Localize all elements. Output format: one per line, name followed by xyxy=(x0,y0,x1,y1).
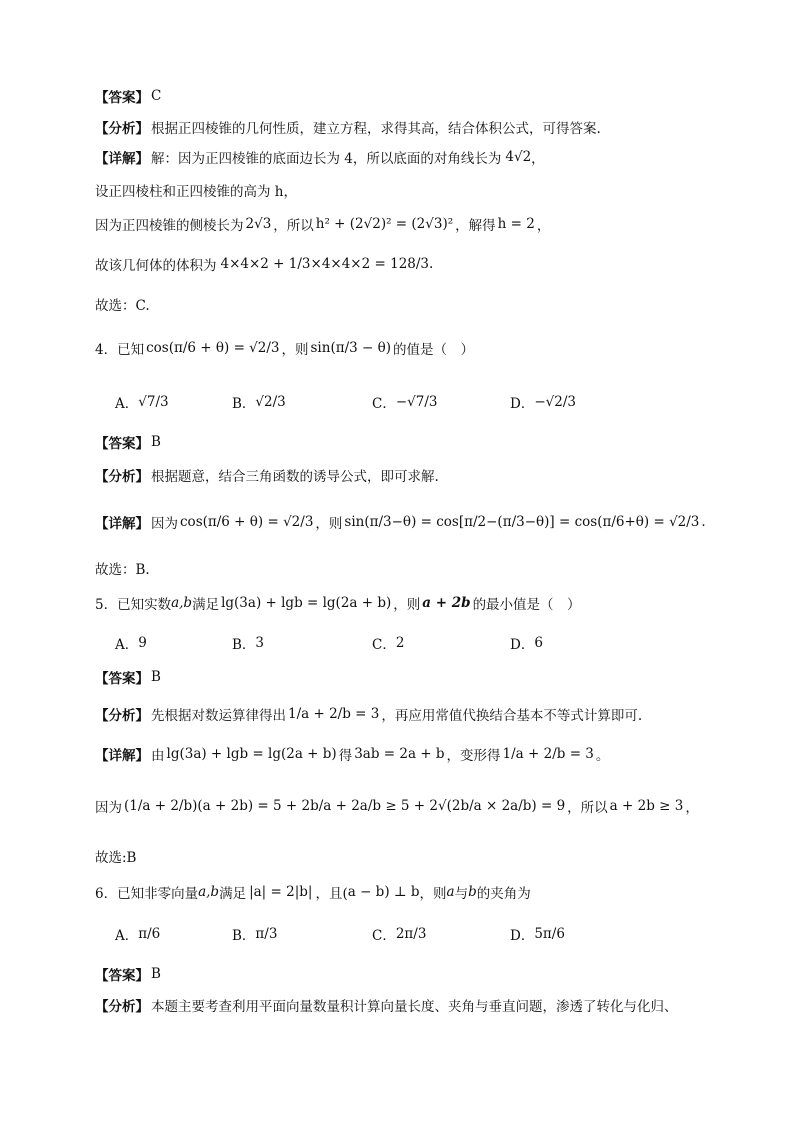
option-value: π/3 xyxy=(255,926,278,942)
stem-text: 满足 xyxy=(192,597,220,613)
question-number: 4． xyxy=(95,342,118,358)
volume-equation: 4×4×2 + 1/3×4×4×2 = 128/3 xyxy=(220,256,430,272)
q4-analysis-line xyxy=(95,465,439,485)
q3-analysis-line xyxy=(95,117,601,137)
option-value: 5π/6 xyxy=(534,926,565,942)
detail-tag: 【详解】 xyxy=(95,516,149,532)
detail-text: 设正四棱柱和正四棱锥的高为 h， xyxy=(95,184,297,200)
detail-equation: 3ab = 2a + b xyxy=(354,746,445,762)
stem-text: ，则 xyxy=(419,886,447,902)
analysis-tag: 【分析】 xyxy=(95,999,149,1015)
detail-equation: sin(π/3−θ) = cos[π/2−(π/3−θ)] = cos(π/6+θ) = √2/3 xyxy=(344,514,700,530)
q3-answer-line xyxy=(95,86,161,106)
analysis-text: 先根据对数运算律得出 xyxy=(151,708,286,724)
option-value: −√2/3 xyxy=(534,394,576,410)
answer-tag: 【答案】 xyxy=(95,436,149,452)
edge-value: 2√3 xyxy=(245,216,272,232)
result: a + 2b ≥ 3 xyxy=(609,798,684,814)
q3-detail-line-1: 【详解】 解：因为正四棱锥的底面边长为 4，所以底面的对角线长为 4√2 ， xyxy=(95,149,545,167)
conclusion-text: 故选：B. xyxy=(95,562,150,578)
q5-stem xyxy=(95,593,581,613)
stem-perpendicular: a − b) ⊥ b xyxy=(347,884,420,900)
q6-answer-line xyxy=(95,964,161,984)
detail-text: 因为正四棱锥的侧棱长为 xyxy=(95,218,244,234)
diagonal-value: 4√2 xyxy=(505,149,532,165)
analysis-tag: 【分析】 xyxy=(95,469,149,485)
q5-detail-line-1 xyxy=(95,744,609,764)
stem-text: ，则 xyxy=(393,597,421,613)
detail-text: ，所以 xyxy=(567,800,608,816)
option-label: D． xyxy=(510,928,535,944)
option-value: −√7/3 xyxy=(395,394,438,410)
answer-tag: 【答案】 xyxy=(95,968,149,984)
answer-tag: 【答案】 xyxy=(95,671,149,687)
option-label: D． xyxy=(510,637,535,653)
stem-text: 的夹角为 xyxy=(476,886,531,902)
analysis-tag: 【分析】 xyxy=(95,121,149,137)
q4-option-a xyxy=(115,392,169,412)
analysis-text: 根据正四棱锥的几何性质，建立方程，求得其高，结合体积公式，可得答案. xyxy=(151,121,601,137)
q3-detail-line-3: 因为正四棱锥的侧棱长为 2√3 ，所以 h² + (2√2)² = (2√3)² ，解得 h = 2 ， xyxy=(95,216,551,234)
equation: h² + (2√2)² = (2√3)² xyxy=(315,216,454,232)
option-value: 3 xyxy=(255,635,265,651)
detail-condition: cos(π/6 + θ) = √2/3 xyxy=(180,514,314,530)
detail-text: 。 xyxy=(595,748,610,764)
analysis-text: 本题主要考查利用平面向量数量积计算向量长度、夹角与垂直问题，渗透了转化与化归、 xyxy=(151,999,678,1015)
q5-answer-line xyxy=(95,667,161,687)
option-label: C． xyxy=(372,637,396,653)
q5-option-c xyxy=(372,633,404,653)
q4-stem xyxy=(95,338,474,358)
q4-detail-line: 【详解】 因为 cos(π/6 + θ) = √2/3 ，则 sin(π/3−θ) = cos[π/2−(π/3−θ)] = cos(π/6+θ) = √2/3 . xyxy=(95,514,706,532)
q4-option-c xyxy=(372,392,437,412)
detail-text: ， xyxy=(685,800,699,816)
option-label: A． xyxy=(115,637,139,653)
stem-text: 的最小值是（ ） xyxy=(472,597,581,613)
detail-equation-2: 1/a + 2/b = 3 xyxy=(502,746,594,762)
stem-condition: |a| = 2|b| xyxy=(249,884,313,900)
q5-analysis-line xyxy=(95,704,642,724)
detail-text: 由 xyxy=(151,748,165,764)
answer-tag: 【答案】 xyxy=(95,90,149,106)
detail-tag: 【详解】 xyxy=(95,748,149,764)
option-value: 9 xyxy=(138,635,147,651)
q4-answer-line xyxy=(95,432,161,452)
q6-option-a xyxy=(115,924,160,944)
detail-text: ，解得 xyxy=(455,218,496,234)
stem-target: sin(π/3 − θ) xyxy=(310,340,392,356)
stem-text: 满足 xyxy=(219,886,247,902)
q5-conclusion xyxy=(95,846,136,866)
option-label: A． xyxy=(115,396,139,412)
option-label: A． xyxy=(115,928,139,944)
stem-condition: cos(π/6 + θ) = √2/3 xyxy=(146,340,280,356)
detail-text: ，所以 xyxy=(273,218,314,234)
answer-value: B xyxy=(151,669,161,685)
option-value: √2/3 xyxy=(255,394,286,410)
q6-stem xyxy=(95,882,531,902)
analysis-text: ，再应用常值代换结合基本不等式计算即可. xyxy=(381,708,643,724)
answer-value: C xyxy=(151,88,162,104)
question-number: 5． xyxy=(95,597,118,613)
option-label: C． xyxy=(372,396,396,412)
detail-text: 得 xyxy=(338,748,353,764)
option-label: D． xyxy=(510,396,535,412)
q5-option-d xyxy=(510,633,543,653)
detail-text: 故该几何体的体积为 xyxy=(95,258,217,274)
stem-text: 已知 xyxy=(117,342,145,358)
stem-variables: a,b xyxy=(171,595,193,611)
q4-conclusion xyxy=(95,558,150,578)
option-value: 6 xyxy=(534,635,543,651)
stem-text: 与 xyxy=(454,886,469,902)
stem-text: 的值是（ ） xyxy=(393,342,475,358)
q4-option-d xyxy=(510,392,576,412)
option-label: C． xyxy=(372,928,396,944)
stem-text: 已知非零向量 xyxy=(117,886,199,902)
conclusion-text: 故选：C. xyxy=(95,298,150,314)
q3-detail-line-4: 故该几何体的体积为 4×4×2 + 1/3×4×4×2 = 128/3 . xyxy=(95,256,434,274)
stem-text: 已知实数 xyxy=(117,597,172,613)
analysis-tag: 【分析】 xyxy=(95,708,149,724)
detail-text: ，变形得 xyxy=(446,748,501,764)
stem-variables: a,b xyxy=(198,884,220,900)
question-number: 6． xyxy=(95,886,118,902)
option-value: 2 xyxy=(395,635,405,651)
inequality: (1/a + 2/b)(a + 2b) = 5 + 2b/a + 2a/b ≥ 5 + 2√(2b/a × 2a/b) = 9 xyxy=(124,798,566,814)
detail-text: 因为 xyxy=(95,800,122,816)
option-value: π/6 xyxy=(138,926,161,942)
q6-option-c xyxy=(372,924,426,944)
q3-conclusion xyxy=(95,294,150,314)
q6-option-b xyxy=(232,924,277,944)
detail-text: 因为 xyxy=(151,516,178,532)
vector-a: a xyxy=(446,884,455,900)
q6-option-d xyxy=(510,924,565,944)
stem-target: a + 2b xyxy=(422,595,471,611)
analysis-text: 根据题意，结合三角函数的诱导公式，即可求解. xyxy=(151,469,439,485)
stem-text: ，则 xyxy=(281,342,309,358)
detail-condition: lg(3a) + lgb = lg(2a + b) xyxy=(166,746,337,762)
detail-tag: 【详解】 xyxy=(95,151,149,167)
q6-analysis-line xyxy=(95,995,678,1015)
option-label: B． xyxy=(232,396,256,412)
analysis-equation: 1/a + 2/b = 3 xyxy=(288,706,380,722)
option-label: B． xyxy=(232,637,256,653)
answer-value: B xyxy=(151,434,161,450)
option-value: 2π/3 xyxy=(395,926,427,942)
detail-text: 解：因为正四棱锥的底面边长为 4，所以底面的对角线长为 xyxy=(151,151,502,167)
detail-text: ，则 xyxy=(315,516,343,532)
q5-option-b xyxy=(232,633,264,653)
option-label: B． xyxy=(232,928,256,944)
conclusion-text: 故选:B xyxy=(95,850,137,866)
stem-condition: lg(3a) + lgb = lg(2a + b) xyxy=(221,595,392,611)
stem-text: ，且( xyxy=(315,886,348,902)
q5-detail-line-2 xyxy=(95,796,699,816)
solution: h = 2 xyxy=(497,216,535,232)
option-value: √7/3 xyxy=(138,394,169,410)
q3-detail-line-2 xyxy=(95,180,297,200)
q5-option-a xyxy=(115,633,147,653)
q4-option-b xyxy=(232,392,286,412)
answer-value: B xyxy=(151,966,161,982)
vector-b: b xyxy=(468,884,477,900)
